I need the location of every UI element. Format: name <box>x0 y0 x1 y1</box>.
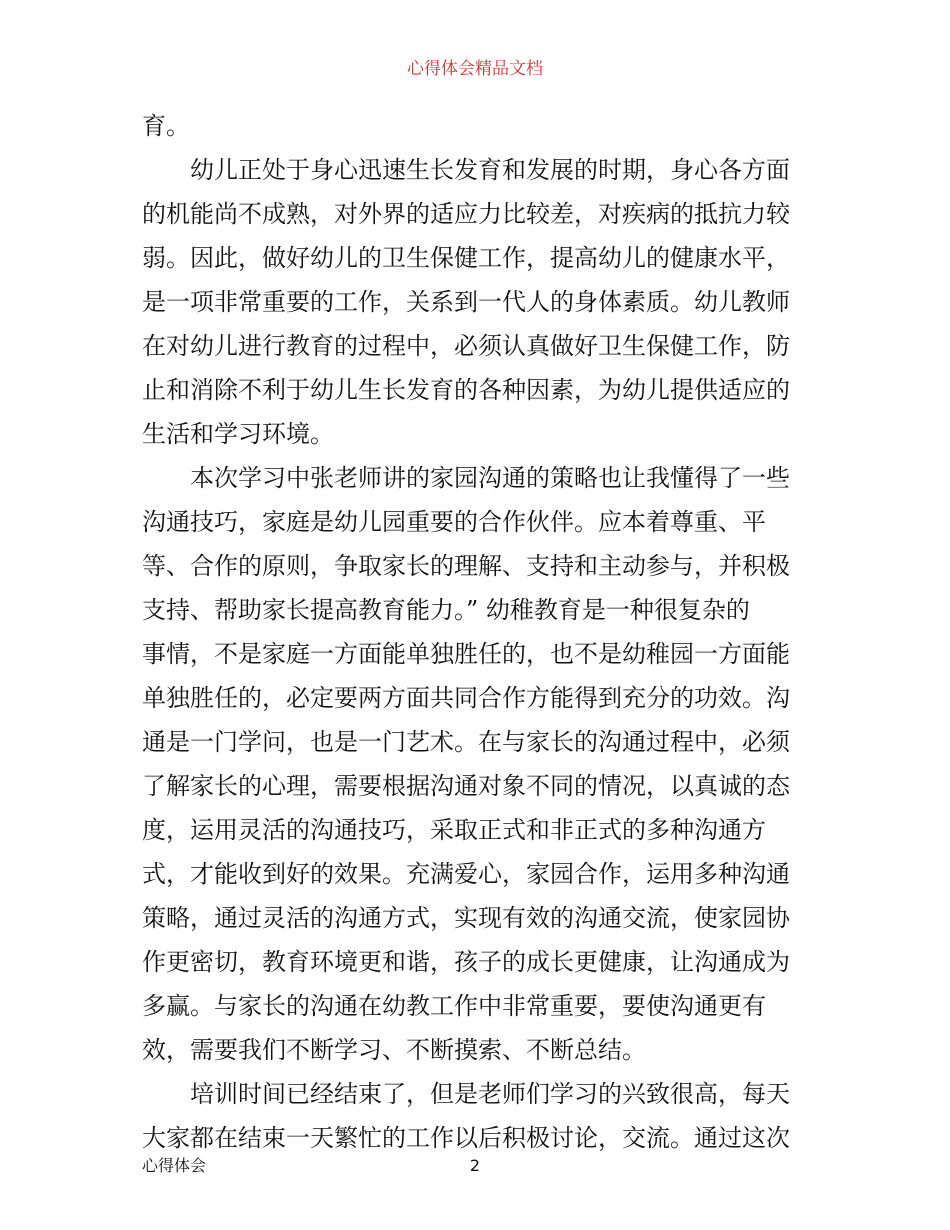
text-line: 单独胜任的，必定要两方面共同合作方能得到充分的功效。沟 <box>142 684 790 712</box>
text-line: 通是一门学问，也是一门艺术。在与家长的沟通过程中，必须 <box>142 728 790 756</box>
text-line: 等、合作的原则，争取家长的理解、支持和主动参与，并积极 <box>142 552 790 580</box>
page-number: 2 <box>469 1156 481 1175</box>
text-line: 了解家长的心理，需要根据沟通对象不同的情况，以真诚的态 <box>142 772 790 800</box>
text-line: 作更密切，教育环境更和谐，孩子的成长更健康，让沟通成为 <box>142 948 790 976</box>
text-line: 大家都在结束一天繁忙的工作以后积极讨论，交流。通过这次 <box>142 1124 790 1152</box>
paragraph-start-line: 本次学习中张老师讲的家园沟通的策略也让我懂得了一些 <box>190 464 790 492</box>
text-line: 沟通技巧，家庭是幼儿园重要的合作伙伴。应本着尊重、平 <box>142 508 766 536</box>
text-line: 式，才能收到好的效果。充满爱心，家园合作，运用多种沟通 <box>142 860 790 888</box>
text-line: 支持、帮助家长提高教育能力。” 幼稚教育是一种很复杂的 <box>142 596 750 624</box>
text-line: 是一项非常重要的工作，关系到一代人的身体素质。幼儿教师 <box>142 288 790 316</box>
text-line: 策略，通过灵活的沟通方式，实现有效的沟通交流，使家园协 <box>142 904 790 932</box>
text-line: 弱。因此，做好幼儿的卫生保健工作，提高幼儿的健康水平， <box>142 244 790 272</box>
text-line: 止和消除不利于幼儿生长发育的各种因素，为幼儿提供适应的 <box>142 376 790 404</box>
document-body <box>142 104 812 1160</box>
text-line: 在对幼儿进行教育的过程中，必须认真做好卫生保健工作，防 <box>142 332 790 360</box>
text-line: 多赢。与家长的沟通在幼教工作中非常重要，要使沟通更有 <box>142 992 766 1020</box>
text-line: 度，运用灵活的沟通技巧，采取正式和非正式的多种沟通方 <box>142 816 766 844</box>
page-header-title: 心得体会精品文档 <box>407 59 543 79</box>
text-line: 的机能尚不成熟，对外界的适应力比较差，对疾病的抵抗力较 <box>142 200 790 228</box>
text-line: 生活和学习环境。 <box>142 420 334 448</box>
text-line: 育。 <box>142 112 190 140</box>
paragraph-start-line: 培训时间已经结束了，但是老师们学习的兴致很高，每天 <box>190 1080 790 1108</box>
text-line: 效，需要我们不断学习、不断摸索、不断总结。 <box>142 1036 646 1064</box>
paragraph-start-line: 幼儿正处于身心迅速生长发育和发展的时期，身心各方面 <box>190 156 790 184</box>
text-line: 事情，不是家庭一方面能单独胜任的，也不是幼稚园一方面能 <box>142 640 790 668</box>
footer-label: 心得体会 <box>142 1156 207 1175</box>
